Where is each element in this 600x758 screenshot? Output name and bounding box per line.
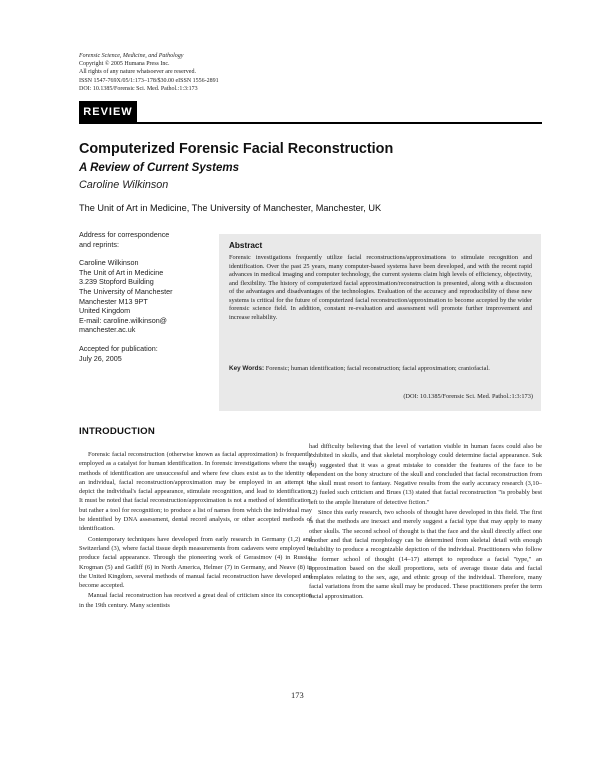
correspondence-email[interactable]: E-mail: caroline.wilkinson@	[79, 315, 167, 325]
article-title: Computerized Forensic Facial Reconstruction	[79, 141, 394, 157]
body-paragraph: Forensic facial reconstruction (otherwise known as facial approximation) is frequently employed as a catalyst for human identification. In forensic investigations where the usual methods of identification are unsuccessful and where few clues exist as to the identity of an individual, facial reconstruction/approximation may be employed in an attempt to depict the individual's facial appearance, stimulate recognition, and lead to identification. It must be noted that facial reconstruction/approximation is not a method of identification, but rather a tool for recognition; to produce a list of names from which the individual may be identified by DNA assessment, dental record analysis, or other accepted methods of identification.	[79, 451, 312, 533]
article-affiliation: The Unit of Art in Medicine, The University of Manchester, Manchester, UK	[79, 203, 382, 213]
correspondence-email[interactable]: manchester.ac.uk	[79, 325, 136, 335]
keywords-text: Forensic; human identification; facial reconstruction; facial approximation; craniofacial.	[264, 365, 490, 372]
section-label: REVIEW	[79, 101, 137, 123]
correspondence-line: Manchester M13 9PT	[79, 296, 148, 306]
section-rule	[79, 122, 542, 124]
body-paragraph: Manual facial reconstruction has received a great deal of criticism since its conception in the 19th century. Many scientists	[79, 592, 312, 609]
journal-issn: ISSN 1547-769X/05/1:173–178/$30.00 eISSN 1556-2891	[79, 77, 219, 84]
abstract-doi: (DOI: 10.1385/Forensic Sci. Med. Pathol.:1:3:173)	[403, 393, 533, 400]
abstract-box	[219, 234, 541, 411]
body-paragraph: Since this early research, two schools of thought have developed in this field. The first is that the methods are inexact and merely suggest a facial type that may apply to many other skulls. The second school of thought is that the face and the skull directly affect one another and that facial morphology can be determined from skeletal detail with enough reliability to produce a recognizable depiction of the individual. Practitioners who follow the former school of thought (14–17) attempt to reproduce a facial "type," an approximation based on the skull proportions, sets of average tissue data and facial templates relating to the sex, age, and ethnic group of the individual. Therefore, many facial variations from the same skull may be produced. These practitioners prefer the term facial approximation.	[309, 509, 542, 600]
page-number: 173	[291, 690, 304, 700]
correspondence-block	[79, 230, 219, 363]
correspondence-line: Caroline Wilkinson	[79, 258, 139, 268]
body-paragraph: had difficulty believing that the level of variation visible in human faces could also be exhibited in skulls, and that skeletal morphology could determine facial appearance. Suk (9) suggested that it was a great mistake to consider the features of the face to be dependent on the bony structure of the skull and concluded that facial reconstruction from the skull must resort to fantasy. Negative results from the early accuracy research (3,10–12) fueled such criticism and Brues (13) stated that facial reconstruction "is probably best left to the ample literature of detective fiction."	[309, 443, 542, 506]
section-heading-introduction: INTRODUCTION	[79, 426, 155, 437]
body-column-left	[79, 450, 312, 611]
body-column-right	[309, 442, 542, 602]
correspondence-line: The Unit of Art in Medicine	[79, 267, 164, 277]
journal-title: Forensic Science, Medicine, and Pathology	[79, 53, 184, 59]
body-paragraph: Contemporary techniques have developed from early research in Germany (1,2) and Switzerland (3), where facial tissue depth measurements from cadavers were employed to produce facial appearance. Through the pioneering work of Gerasimov (4) in Russia, Krogman (5) and Gatliff (6) in North America, Helmer (7) in Germany, and Neave (8) in the United Kingdom, several methods of manual facial reconstruction have developed and become accepted.	[79, 535, 312, 590]
article-subtitle: A Review of Current Systems	[79, 162, 239, 174]
keywords	[229, 365, 532, 374]
correspondence-line: United Kingdom	[79, 306, 131, 316]
journal-copyright: Copyright © 2005 Humana Press Inc.	[79, 61, 170, 68]
correspondence-label: Address for correspondence	[79, 230, 170, 239]
article-author: Caroline Wilkinson	[79, 179, 169, 191]
abstract-text: Forensic investigations frequently utilize facial reconstructions/approximations to stimulate recognition and identification. Over the past 25 years, many computer-based systems have been developed, and with the recent rapid advances in medical imaging and computer technology, the current systems claim high levels of efficiency, objectivity, and flexibility. The history of computerized facial approximation/reconstruction is presented, along with a discussion of the advantages and disadvantages of the technologies. Evaluation of the accuracy and reproducibility of these new systems is critical for the future of computerized facial reconstruction/approximation to become accepted by the wider forensic science field. In addition, constant re-evaluation and assessment will promote further improvement and increase reliability.	[229, 254, 532, 321]
journal-header	[79, 52, 379, 93]
journal-rights: All rights of any nature whatsoever are reserved.	[79, 69, 196, 76]
keywords-label: Key Words:	[229, 365, 265, 372]
correspondence-label: and reprints:	[79, 239, 119, 249]
correspondence-line: The University of Manchester	[79, 286, 173, 296]
accepted-date: July 26, 2005	[79, 353, 122, 363]
journal-doi: DOI: 10.1385/Forensic Sci. Med. Pathol.:1:3:173	[79, 85, 198, 92]
correspondence-line: 3.239 Stopford Building	[79, 277, 154, 287]
abstract-heading: Abstract	[229, 241, 263, 250]
accepted-label: Accepted for publication:	[79, 343, 158, 353]
